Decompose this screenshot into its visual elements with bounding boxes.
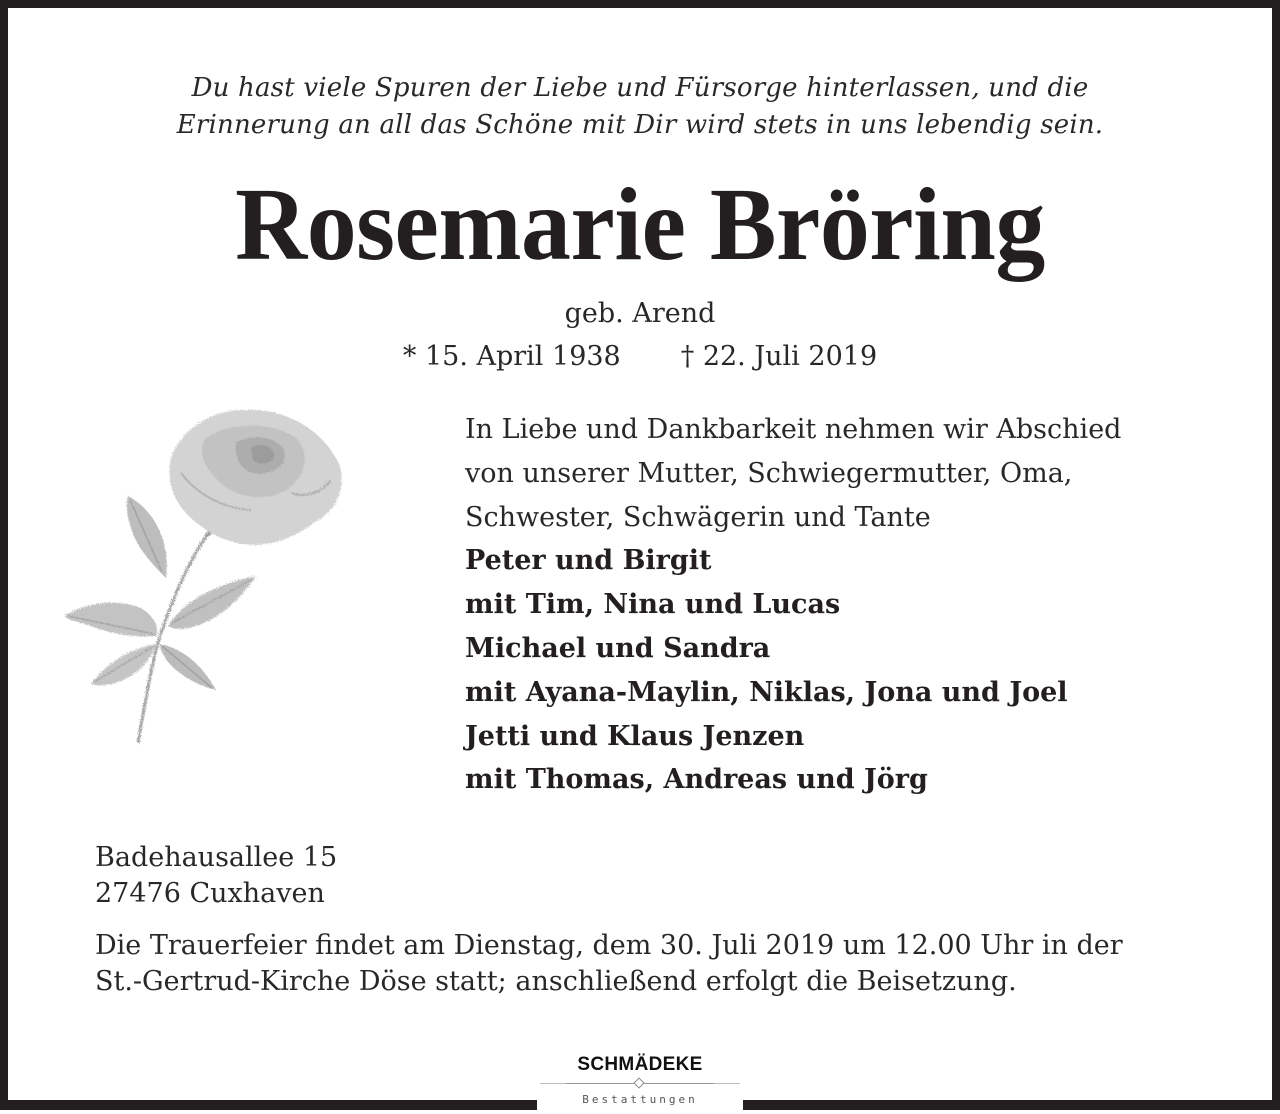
service-line: Die Trauerfeier findet am Dienstag, dem 30. Juli 2019 um 12.00 Uhr in der bbox=[95, 930, 1123, 961]
service-line: St.-Gertrud-Kirche Döse statt; anschließend erfolgt die Beisetzung. bbox=[95, 966, 1017, 997]
deceased-name: Rosemarie Bröring bbox=[235, 167, 1045, 282]
mourner-address bbox=[95, 840, 337, 912]
death-date: † 22. Juli 2019 bbox=[680, 341, 878, 372]
mourner-line: mit Tim, Nina und Lucas bbox=[465, 589, 841, 621]
logo-divider bbox=[540, 1078, 740, 1088]
rose-icon bbox=[56, 398, 356, 750]
life-dates bbox=[0, 339, 1280, 375]
funeral-home-name: SCHMÄDEKE bbox=[577, 1054, 703, 1075]
diamond-icon bbox=[633, 1077, 644, 1088]
funeral-home-logo bbox=[540, 1054, 740, 1108]
farewell-intro-line: von unserer Mutter, Schwiegermutter, Oma, bbox=[465, 457, 1073, 489]
farewell-intro-line: Schwester, Schwägerin und Tante bbox=[465, 501, 931, 533]
farewell-intro-line: In Liebe und Dankbarkeit nehmen wir Abschied bbox=[465, 414, 1122, 445]
maiden-name: geb. Arend bbox=[564, 298, 716, 329]
mourner-line: mit Ayana-Maylin, Niklas, Jona und Joel bbox=[465, 676, 1068, 708]
motto-line: Du hast viele Spuren der Liebe und Fürsorge hinterlassen, und die bbox=[191, 73, 1089, 103]
address-city: 27476 Cuxhaven bbox=[95, 878, 325, 909]
mourner-line: mit Thomas, Andreas und Jörg bbox=[465, 764, 928, 796]
mourner-line: Jetti und Klaus Jenzen bbox=[465, 720, 805, 752]
birth-date: * 15. April 1938 bbox=[402, 341, 621, 372]
mourner-line: Michael und Sandra bbox=[465, 632, 771, 664]
motto-line: Erinnerung an all das Schöne mit Dir wird stets in uns lebendig sein. bbox=[176, 110, 1104, 140]
motto-quote bbox=[0, 70, 1280, 144]
farewell-block bbox=[465, 408, 1225, 802]
funeral-home-subtitle: Bestattungen bbox=[582, 1093, 698, 1106]
mourner-line: Peter und Birgit bbox=[465, 545, 712, 577]
address-street: Badehausallee 15 bbox=[95, 842, 338, 873]
funeral-service-notice bbox=[95, 928, 1215, 1000]
